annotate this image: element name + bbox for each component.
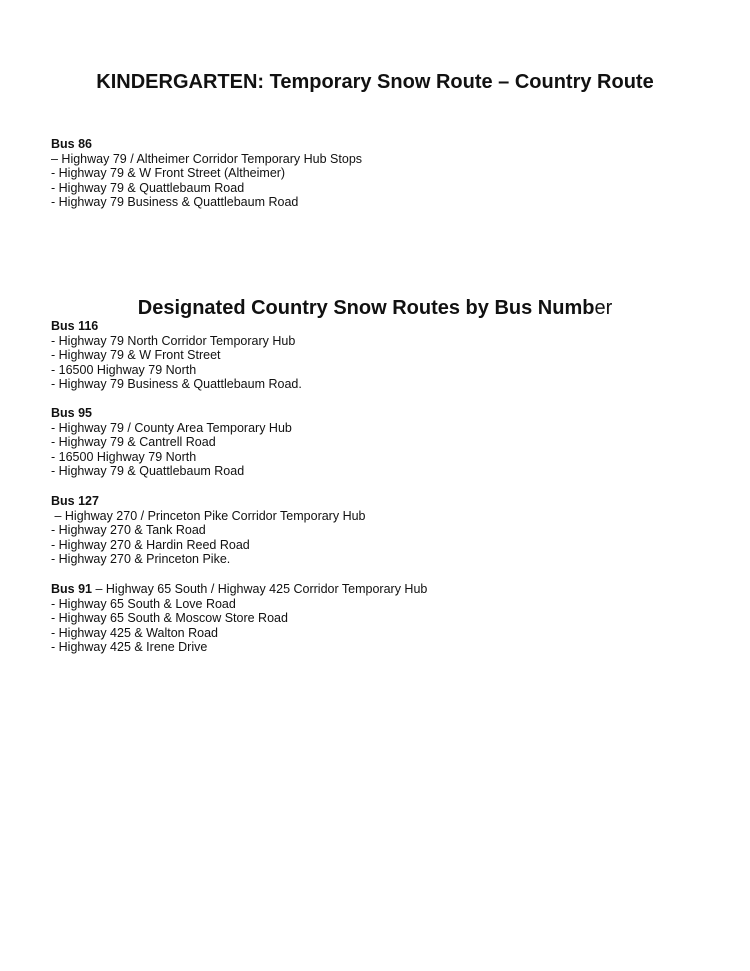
- bus-91-label: Bus 91: [51, 582, 92, 596]
- bus-116-stop: - Highway 79 Business & Quattlebaum Road.: [51, 377, 302, 392]
- bus-91-stop: - Highway 65 South & Love Road: [51, 596, 236, 611]
- bus-95-stop: - Highway 79 & Quattlebaum Road: [51, 464, 245, 479]
- designated-title-main: Designated Country Snow Routes by Bus Numb: [137, 297, 595, 319]
- bus-95-stop: - 16500 Highway 79 North: [51, 449, 197, 464]
- bus-91-hub: – Highway 65 South / Highway 425 Corridor Temporary Hub: [92, 582, 428, 596]
- bus-95-label: Bus 95: [51, 406, 92, 420]
- bus-95-stop: - Highway 79 & Cantrell Road: [51, 435, 216, 450]
- bus-95-section: [51, 406, 711, 479]
- bus-91-stop: - Highway 425 & Walton Road: [51, 625, 218, 640]
- bus-86-stop: - Highway 79 & W Front Street (Altheimer): [51, 166, 286, 181]
- bus-116-stop: - 16500 Highway 79 North: [51, 362, 197, 377]
- bus-91-header-row: [51, 582, 711, 597]
- bus-127-stop: – Highway 270 / Princeton Pike Corridor Temporary Hub: [51, 508, 366, 523]
- designated-routes-title: [0, 296, 750, 320]
- bus-95-stop: - Highway 79 / County Area Temporary Hub: [51, 420, 292, 435]
- bus-127-stop: - Highway 270 & Hardin Reed Road: [51, 537, 250, 552]
- bus-127-stop: - Highway 270 & Princeton Pike.: [51, 552, 231, 567]
- bus-86-stop: – Highway 79 / Altheimer Corridor Temporary Hub Stops: [51, 151, 363, 166]
- bus-116-stop: - Highway 79 North Corridor Temporary Hub: [51, 333, 296, 348]
- bus-127-stop: - Highway 270 & Tank Road: [51, 523, 206, 538]
- bus-116-stop: - Highway 79 & W Front Street: [51, 348, 221, 363]
- bus-116-label: Bus 116: [51, 319, 99, 333]
- kindergarten-title: KINDERGARTEN: Temporary Snow Route – Country Route: [96, 71, 654, 93]
- bus-86-stop: - Highway 79 Business & Quattlebaum Road: [51, 195, 299, 210]
- designated-title-tail: er: [594, 297, 613, 319]
- bus-91-stop: - Highway 425 & Irene Drive: [51, 640, 208, 655]
- bus-91-stop: - Highway 65 South & Moscow Store Road: [51, 611, 288, 626]
- bus-127-label: Bus 127: [51, 494, 99, 508]
- bus-86-label: Bus 86: [51, 137, 92, 151]
- bus-86-stop: - Highway 79 & Quattlebaum Road: [51, 180, 245, 195]
- bus-91-section: [51, 582, 711, 655]
- bus-127-section: [51, 494, 711, 567]
- bus-86-section: [51, 137, 711, 210]
- bus-116-section: [51, 319, 711, 392]
